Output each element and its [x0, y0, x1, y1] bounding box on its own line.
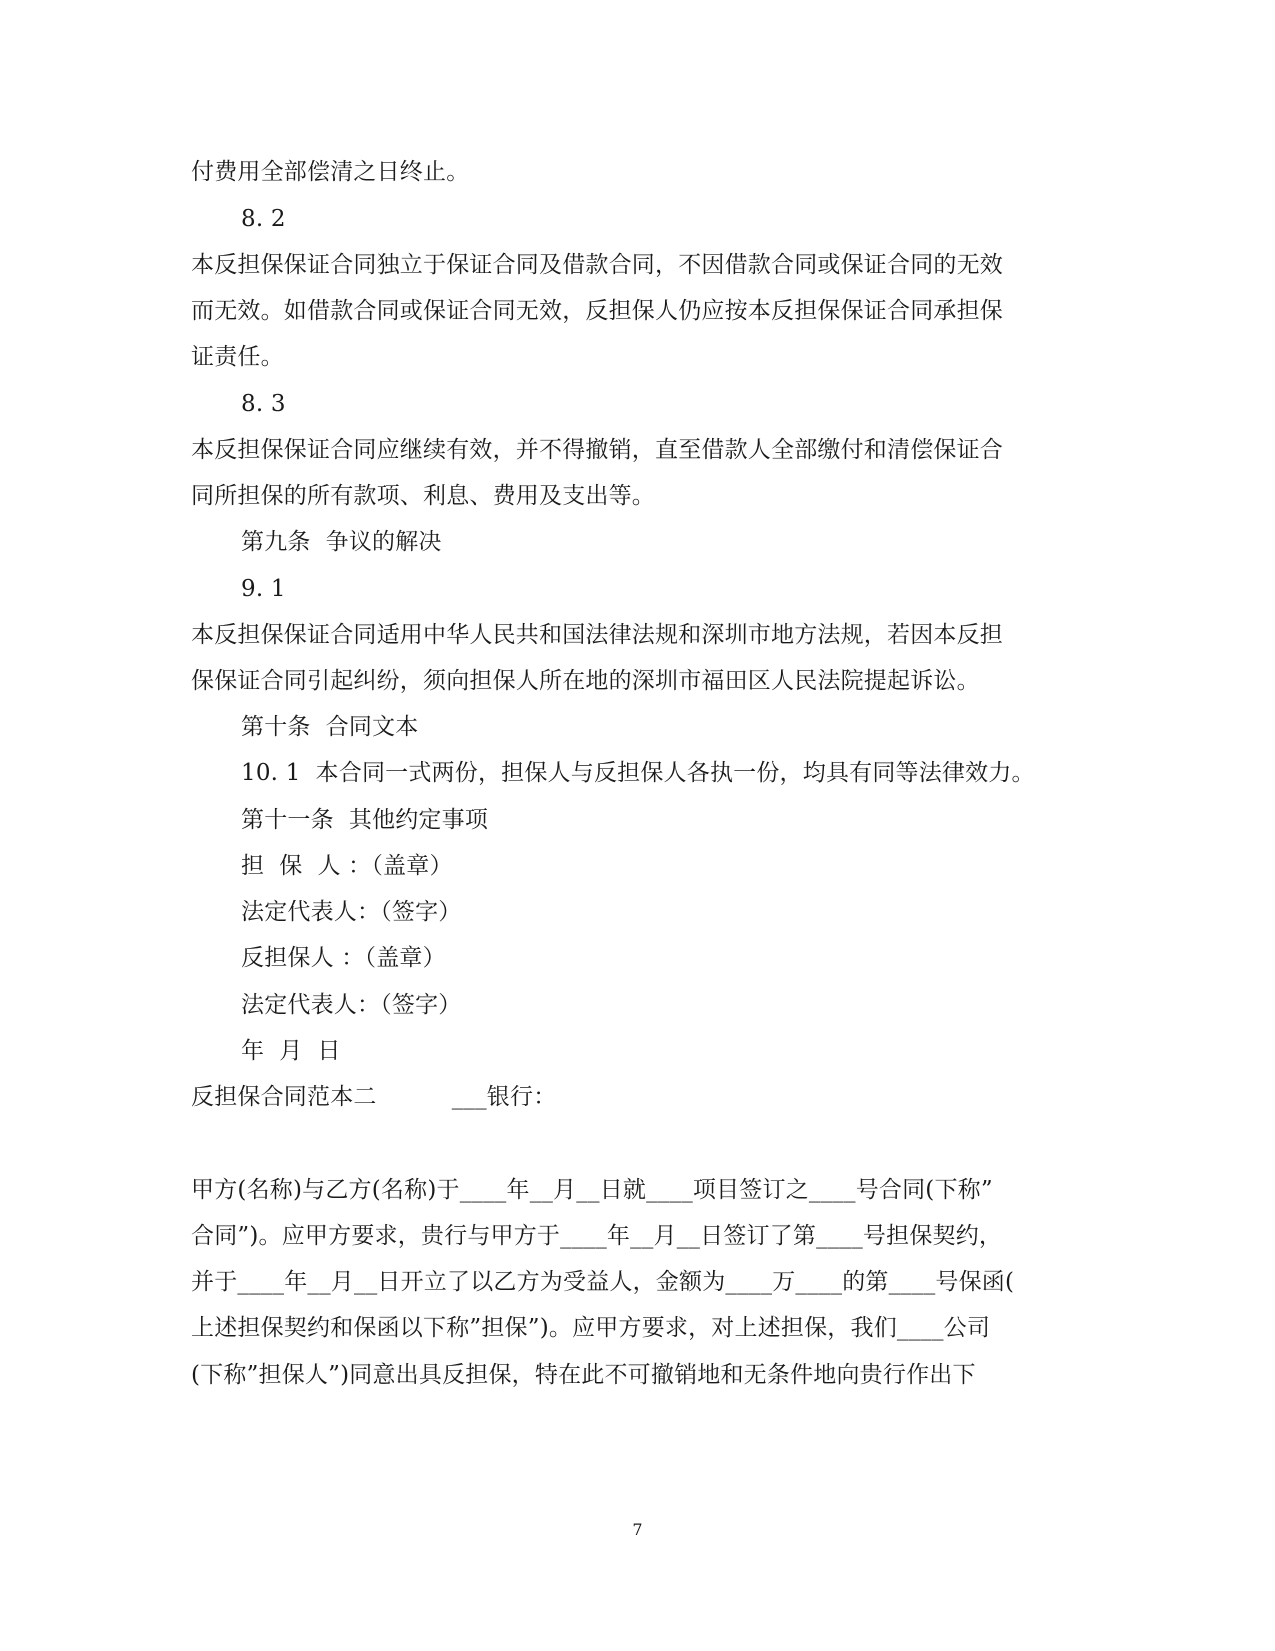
article-heading: 第九条 争议的解决: [241, 529, 442, 555]
paragraph-line: 本反担保保证合同应继续有效，并不得撤销，直至借款人全部缴付和清偿保证合: [191, 437, 1003, 463]
clause-number: 9. 1: [241, 576, 286, 602]
paragraph-line: 本反担保保证合同适用中华人民共和国法律法规和深圳市地方法规，若因本反担: [191, 622, 1003, 648]
date-line: 年 月 日: [241, 1038, 341, 1064]
paragraph-line: (下称”担保人”)同意出具反担保，特在此不可撤销地和无条件地向贵行作出下: [191, 1362, 976, 1388]
paragraph-line: 上述担保契约和保函以下称”担保”)。应甲方要求，对上述担保，我们____公司: [191, 1315, 991, 1341]
article-heading: 第十条 合同文本: [241, 714, 419, 740]
paragraph-line: 同所担保的所有款项、利息、费用及支出等。: [191, 483, 655, 509]
signature-line: 担 保 人 ：（盖章）: [241, 853, 453, 879]
signature-line: 反担保人 ：（盖章）: [241, 945, 446, 971]
article-heading: 第十一条 其他约定事项: [241, 807, 489, 833]
paragraph-line: 甲方(名称)与乙方(名称)于____年__月__日就____项目签订之____号合同(下称”: [191, 1177, 993, 1203]
page-number: 7: [632, 1520, 643, 1539]
clause-number: 8. 2: [241, 206, 286, 232]
clause-line: 10. 1 本合同一式两份，担保人与反担保人各执一份，均具有同等法律效力。: [241, 760, 1035, 786]
signature-line: 法定代表人：（签字）: [241, 899, 462, 925]
paragraph-line: 合同”)。应甲方要求，贵行与甲方于____年__月__日签订了第____号担保契约，: [191, 1223, 1003, 1249]
paragraph-line: 付费用全部偿清之日终止。: [191, 159, 470, 185]
paragraph-line: 本反担保保证合同独立于保证合同及借款合同，不因借款合同或保证合同的无效: [191, 252, 1003, 278]
paragraph-line: 证责任。: [191, 344, 284, 370]
section-title: 反担保合同范本二 ___银行：: [191, 1084, 557, 1110]
paragraph-line: 保保证合同引起纠纷，须向担保人所在地的深圳市福田区人民法院提起诉讼。: [191, 668, 980, 694]
paragraph-line: 而无效。如借款合同或保证合同无效，反担保人仍应按本反担保保证合同承担保: [191, 298, 1003, 324]
signature-line: 法定代表人：（签字）: [241, 992, 462, 1018]
clause-number: 8. 3: [241, 391, 286, 417]
paragraph-line: 并于____年__月__日开立了以乙方为受益人，金额为____万____的第____号保函(: [191, 1269, 1015, 1295]
